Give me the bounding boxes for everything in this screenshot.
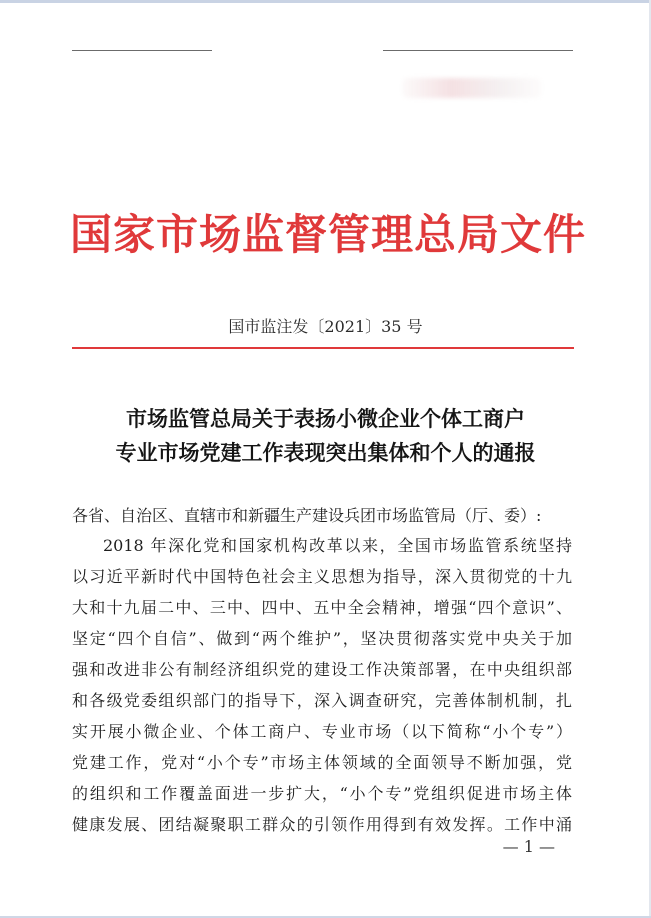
- body-line: 的组织和工作覆盖面进一步扩大，“小个专”党组织促进市场主体: [72, 784, 572, 803]
- body-line: 大和十九届二中、三中、四中、五中全会精神，增强“四个意识”、: [72, 598, 572, 617]
- salutation: 各省、自治区、直辖市和新疆生产建设兵团市场监管局（厅、委）:: [72, 506, 542, 525]
- body-line: 党建工作，党对“小个专”市场主体领域的全面领导不断加强，党: [72, 753, 572, 772]
- redacted-mark: [402, 78, 542, 98]
- page-top-edge: [0, 0, 651, 3]
- organization-title: 国家市场监督管理总局文件: [70, 210, 587, 259]
- body-line: 健康发展、团结凝聚职工群众的引领作用得到有效发挥。工作中涌: [72, 815, 572, 834]
- red-separator-rule: [72, 347, 574, 349]
- notice-title-line-1: 市场监管总局关于表扬小微企业个体工商户: [126, 407, 525, 431]
- header-rule-right: [383, 50, 573, 51]
- body-line: 强和改进非公有制经济组织党的建设工作决策部署，在中央组织部: [72, 660, 572, 679]
- body-line: 和各级党委组织部门的指导下，深入调查研究，完善体制机制，扎: [72, 691, 572, 710]
- document-number: 国市监注发〔2021〕35 号: [228, 317, 423, 336]
- notice-title-line-2: 专业市场党建工作表现突出集体和个人的通报: [115, 441, 536, 465]
- body-line: 实开展小微企业、个体工商户、专业市场（以下简称“小个专”）: [72, 722, 572, 741]
- body-line: 坚定“四个自信”、做到“两个维护”，坚决贯彻落实党中央关于加: [72, 629, 572, 648]
- page-number: — 1 —: [502, 837, 555, 856]
- header-rule-left: [72, 50, 212, 51]
- body-line: 2018 年深化党和国家机构改革以来，全国市场监管系统坚持: [103, 536, 572, 555]
- body-line: 以习近平新时代中国特色社会主义思想为指导，深入贯彻党的十九: [72, 567, 572, 586]
